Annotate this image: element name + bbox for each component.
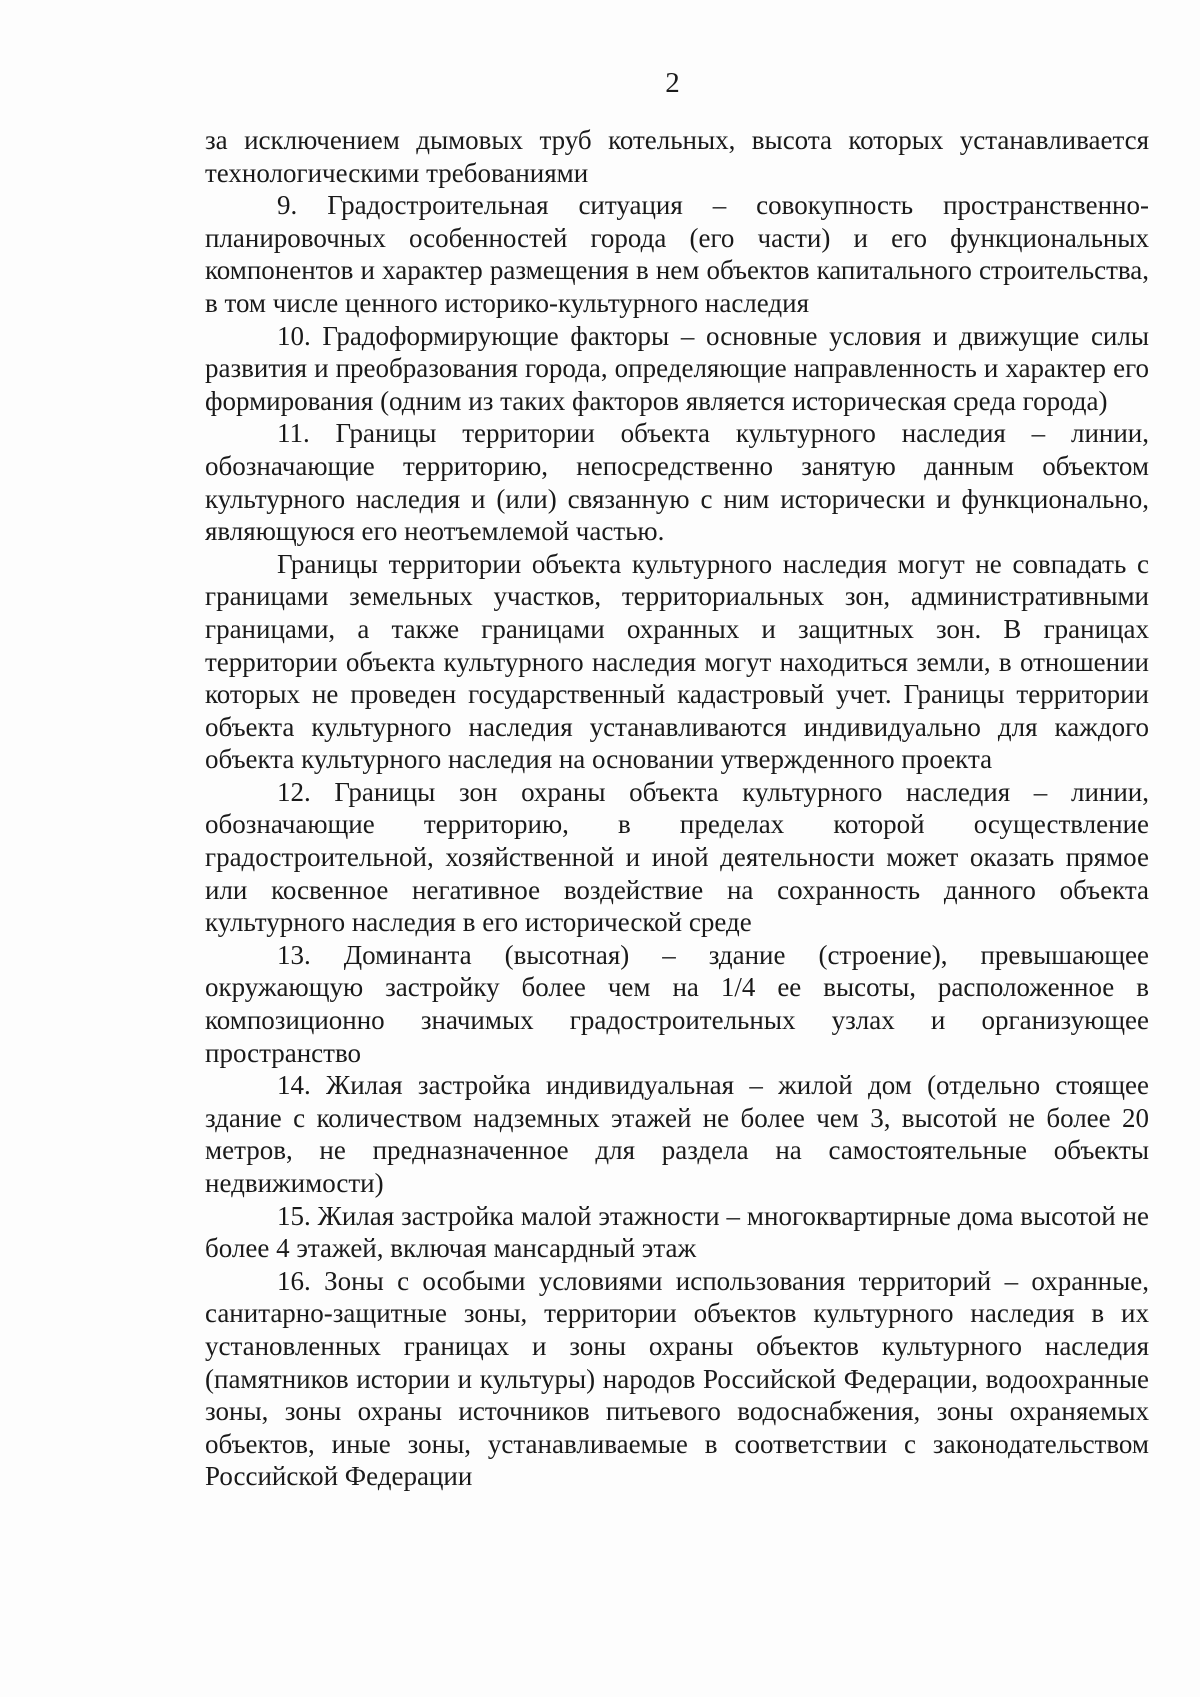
page-number: 2 [665, 67, 680, 99]
paragraph-item-13: 13. Доминанта (высотная) – здание (строение), превышающее окружающую застройку более чем на 1/4 ее высоты, расположенное в композиционно значимых градостроительных узлах и организующее пространство [205, 939, 1149, 1068]
paragraph-item-9: 9. Градостроительная ситуация – совокупность пространственно-планировочных особенностей города (его части) и его функциональных компонентов и характер размещения в нем объектов капитального строительства, в том числе ценного историко-культурного наследия [205, 190, 1149, 318]
paragraph-item-12: 12. Границы зон охраны объекта культурного наследия – линии, обозначающие территорию, в пределах которой осуществление градостроительной, хозяйственной и иной деятельности может оказать прямое или косвенное негативное воздействие на сохранность данного объекта культурного наследия в его исторической среде [205, 776, 1149, 938]
paragraph-item-10: 10. Градоформирующие факторы – основные условия и движущие силы развития и преобразования города, определяющие направленность и характер его формирования (одним из таких факторов является историческая среда города) [205, 320, 1149, 416]
document-body [205, 124, 1149, 1493]
paragraph-item-11-continuation: Границы территории объекта культурного наследия могут не совпадать с границами земельных участков, территориальных зон, административными границами, а также границами охранных и защитных зон. В границах территории объекта культурного наследия могут находиться земли, в отношении которых не проведен государственный кадастровый учет. Границы территории объекта культурного наследия устанавливаются индивидуально для каждого объекта культурного наследия на основании утвержденного проекта [205, 548, 1149, 775]
paragraph-item-11: 11. Границы территории объекта культурного наследия – линии, обозначающие территорию, непосредственно занятую данным объектом культурного наследия и (или) связанную с ним исторически и функционально, являющуюся его неотъемлемой частью. [205, 418, 1149, 547]
paragraph-item-14: 14. Жилая застройка индивидуальная – жилой дом (отдельно стоящее здание с количеством надземных этажей не более чем 3, высотой не более 20 метров, не предназначенное для раздела на самостоятельные объекты недвижимости) [205, 1070, 1149, 1198]
paragraph-item-16: 16. Зоны с особыми условиями использования территорий – охранные, санитарно-защитные зоны, территории объектов культурного наследия в их установленных границах и зоны охраны объектов культурного наследия (памятников истории и культуры) народов Российской Федерации, водоохранные зоны, зоны охраны источников питьевого водоснабжения, зоны охраняемых объектов, иные зоны, устанавливаемые в соответствии с законодательством Российской Федерации [205, 1265, 1149, 1492]
paragraph-continuation: за исключением дымовых труб котельных, высота которых устанавливается технологическими требованиями [205, 125, 1149, 188]
paragraph-item-15: 15. Жилая застройка малой этажности – многоквартирные дома высотой не более 4 этажей, включая мансардный этаж [205, 1200, 1149, 1264]
